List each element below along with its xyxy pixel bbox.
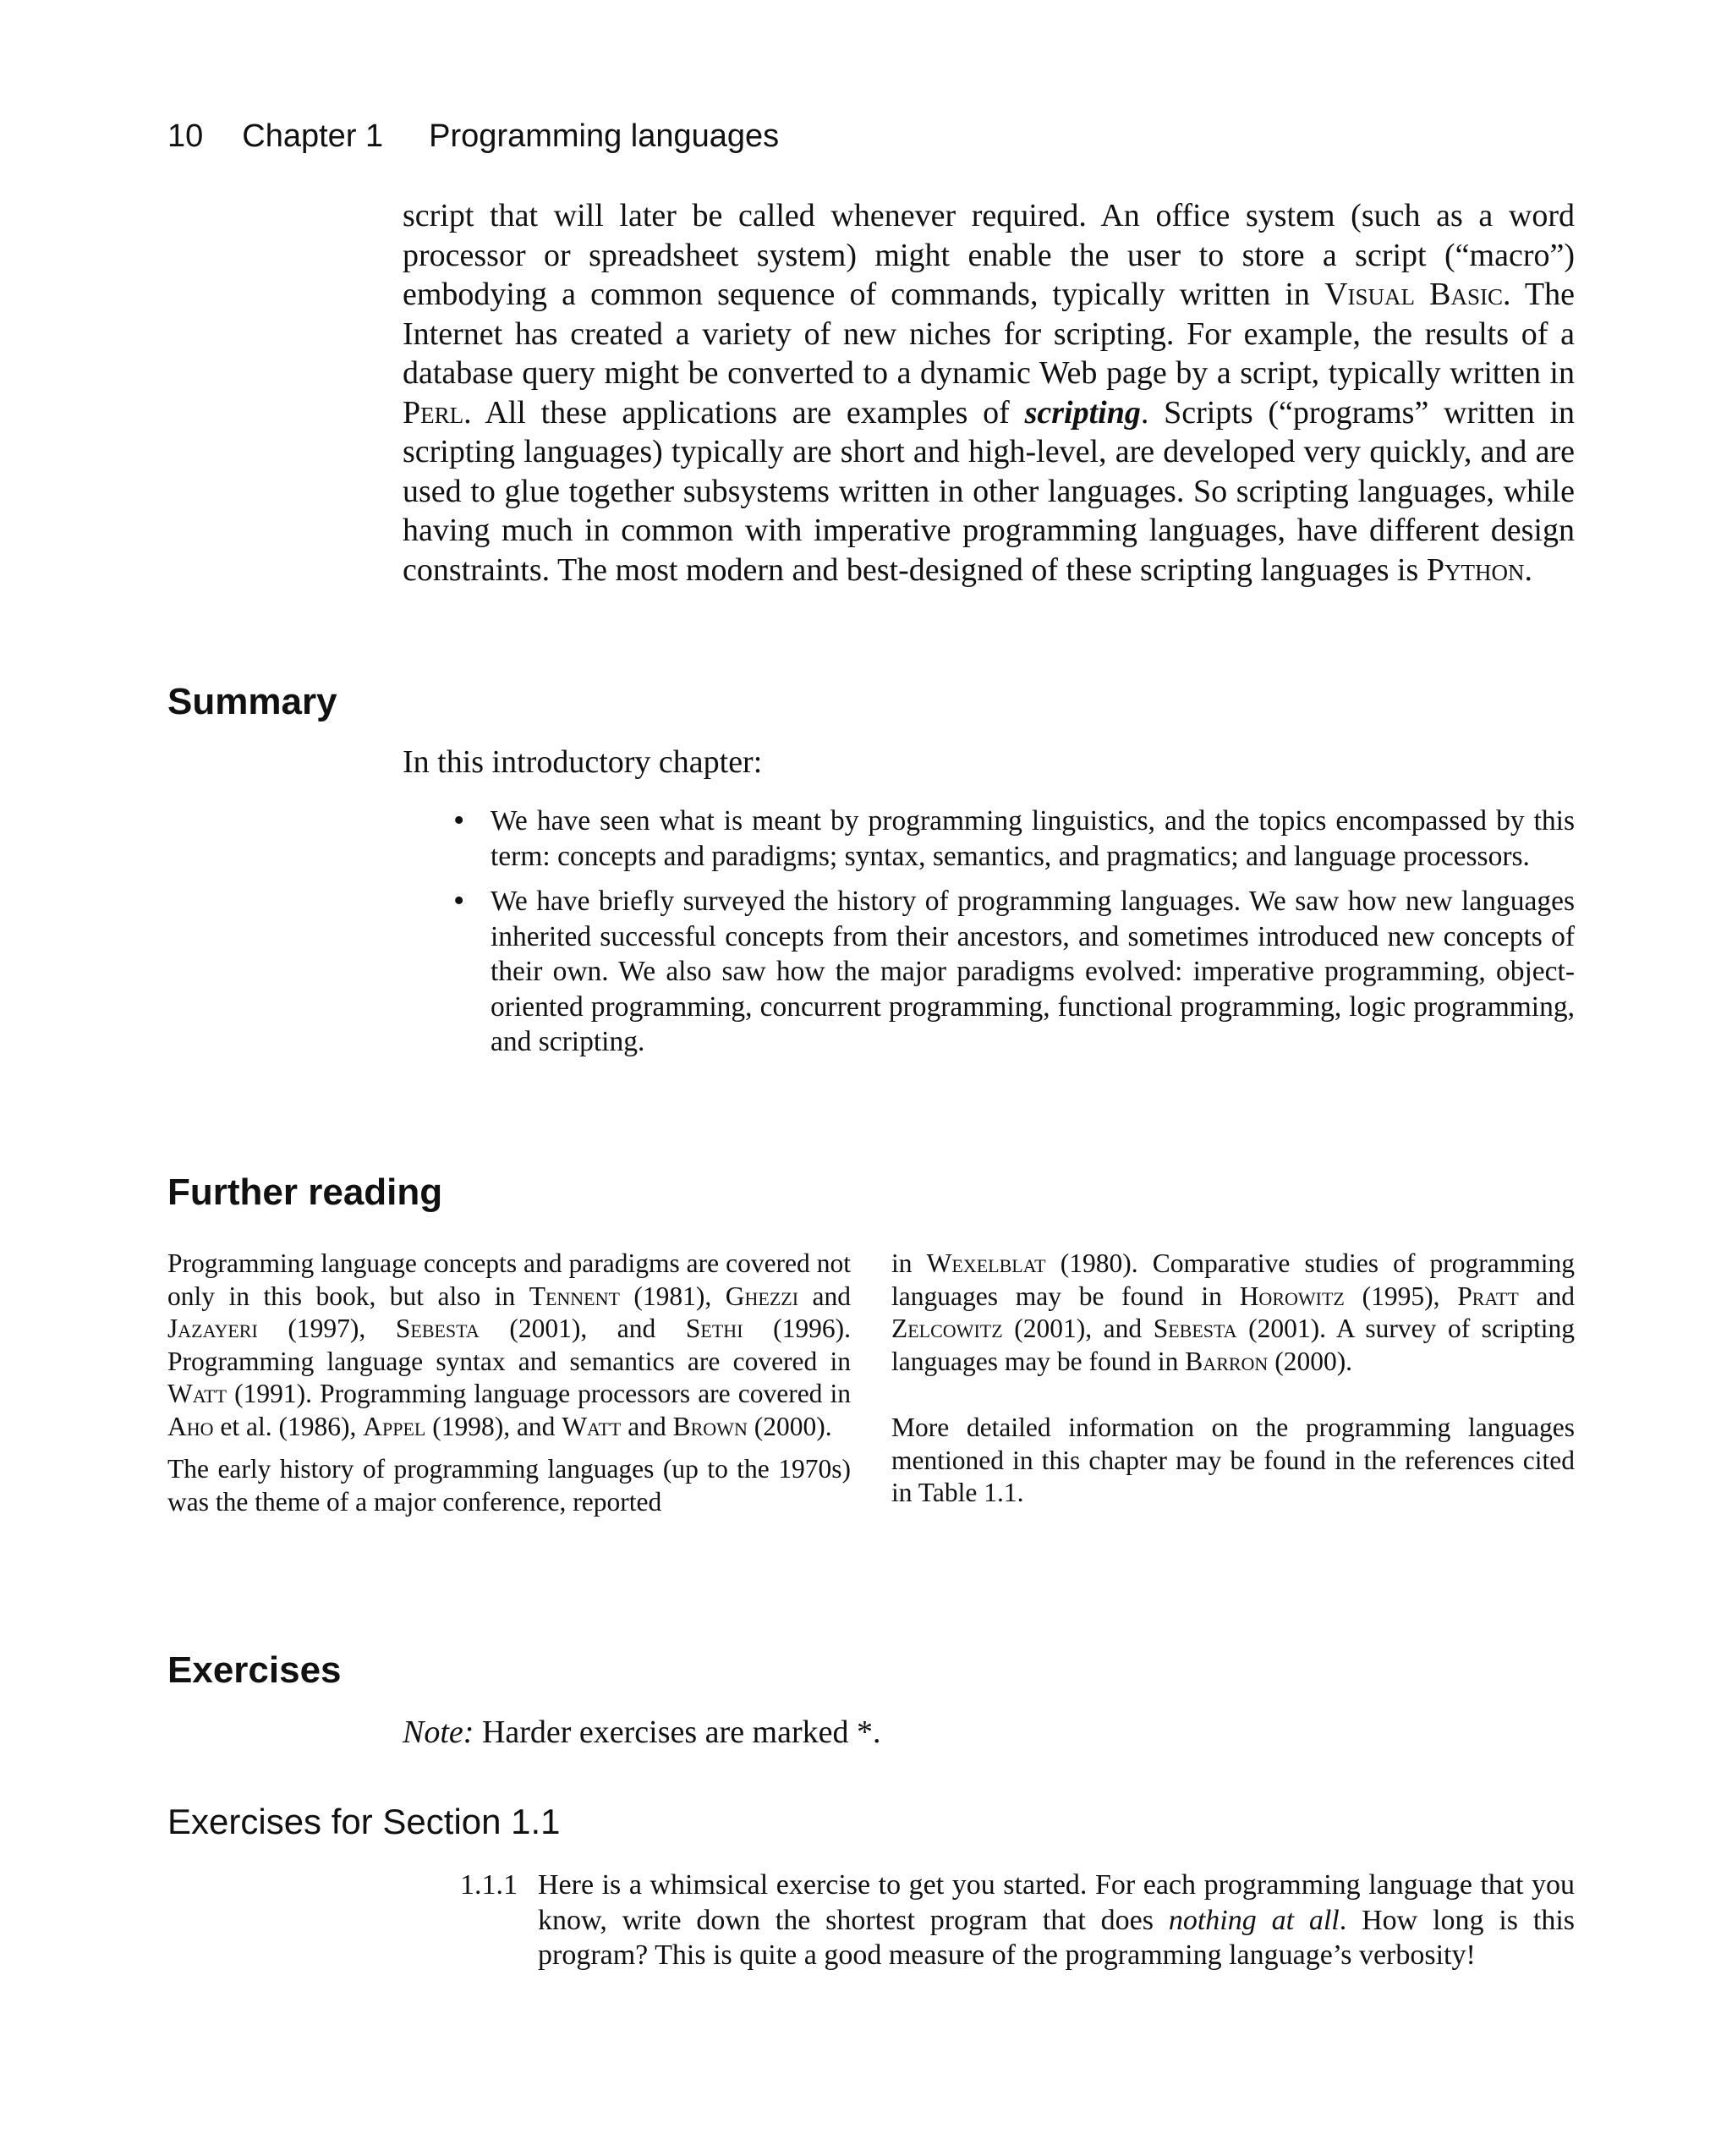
running-header [167, 118, 779, 155]
page-number: 10 [167, 118, 204, 154]
chapter-title: Programming languages [429, 118, 780, 154]
term-python: Python [1426, 551, 1525, 588]
term-perl: Perl [403, 394, 464, 431]
further-reading-paragraph-2: The early history of programming languages (up to the 1970s) was the theme of a major conference, reported [167, 1454, 851, 1517]
further-reading-right-column [891, 1248, 1575, 1510]
term-scripting: scripting [1024, 394, 1141, 431]
exercise-number: 1.1.1 [460, 1869, 518, 1901]
further-reading-left-column [167, 1248, 851, 1518]
summary-heading: Summary [167, 681, 337, 722]
summary-lead: In this introductory chapter: [403, 744, 763, 780]
bullet-icon: • [453, 803, 465, 838]
further-reading-heading: Further reading [167, 1171, 443, 1213]
further-reading-paragraph-4: More detailed information on the programming languages mentioned in this chapter may be found in the references cited in Table 1.1. [891, 1413, 1575, 1507]
summary-bullet-list [453, 803, 1575, 1060]
list-item: • We have seen what is meant by programming linguistics, and the topics encompassed by this term: concepts and paradigms; syntax, semantics, and pragmatics; and language processors. [453, 803, 1575, 872]
chapter-label: Chapter 1 [242, 118, 384, 154]
further-reading-paragraph-3: in Wexelblat (1980). Comparative studies of programming languages may be found in Horowitz (1995), Pratt and Zelcowitz (2001), and Sebesta (2001). A survey of scripting languages may be found in Barron (2000). [891, 1248, 1576, 1376]
exercises-note: Note: Harder exercises are marked *. [403, 1714, 881, 1750]
intro-paragraph: script that will later be called whenever required. An office system (such as a word processor or spreadsheet system) might enable the user to store a script (“macro”) embodying a common sequence of commands, typically written in Visual Basic. The Internet has created a variety of new niches for scripting. For example, the results of a database query might be converted to a dynamic Web page by a script, typically written in Perl. All these applications are examples of scripting. Scripts (“programs” written in scripting languages) typically are short and high-level, are developed very quickly, and are used to glue together subsystems written in other languages. So scripting languages, while having much in common with imperative programming languages, have different design constraints. The most modern and best-designed of these scripting languages is Python. [403, 198, 1575, 588]
term-visual-basic: Visual Basic [1324, 277, 1503, 312]
exercises-heading: Exercises [167, 1649, 342, 1691]
note-label: Note: [403, 1714, 474, 1750]
exercises-section-heading: Exercises for Section 1.1 [167, 1802, 561, 1841]
further-reading-paragraph-1: Programming language concepts and paradigms are covered not only in this book, but also in Tennent (1981), Ghezzi and Jazayeri (1997), Sebesta (2001), and Sethi (1996). Programming language syntax and semantics are covered in Watt (1991). Programming language processors are covered in Aho et al. (1986), Appel (1998), and Watt and Brown (2000). [167, 1248, 852, 1441]
bullet-icon: • [453, 883, 465, 919]
list-item: • We have briefly surveyed the history of programming languages. We saw how new languages inherited successful concepts from their ancestors, and sometimes introduced new concepts of their own. We also saw how the major paradigms evolved: imperative programming, object-oriented programming, concurrent programming, functional programming, logic programming, and scripting. [453, 883, 1575, 1057]
exercise-text: Here is a whimsical exercise to get you started. For each programming language that you know, write down the shortest program that does nothing at all. How long is this program? This is quite a good measure of the programming language’s verbosity! [538, 1869, 1576, 1971]
